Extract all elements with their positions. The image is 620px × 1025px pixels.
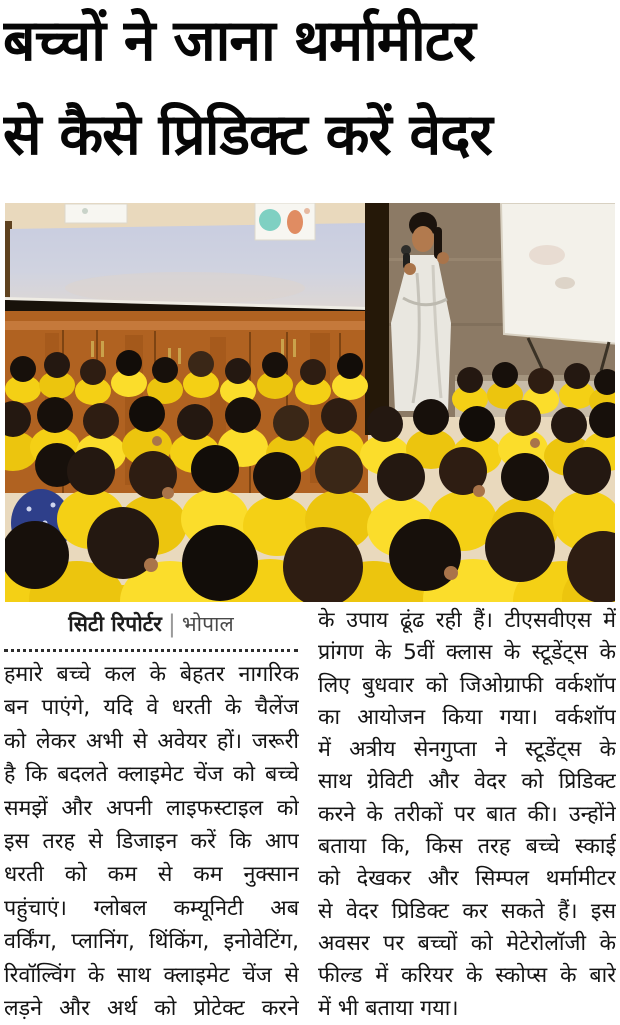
article-column-left	[4, 658, 299, 1025]
wall-dark-strip	[365, 203, 389, 435]
body-line: लिए बुधवार को जिओग्राफी वर्कशॉप	[318, 672, 616, 698]
body-line: प्रांगण के 5वीं क्लास के स्टूडेंट्स के	[318, 640, 616, 666]
speaker-face	[412, 226, 434, 252]
body-line: को देखकर और सिम्पल थर्मामीटर	[318, 866, 616, 892]
body-line: है कि बदलते क्लाइमेट चेंज को बच्चे	[4, 762, 299, 788]
headline-line-2: से कैसे प्रिडिक्ट करें वेदर	[3, 102, 492, 168]
article-column-right	[318, 605, 616, 1025]
body-line: के उपाय ढूंढ रही हैं। टीएसवीएस में	[318, 608, 616, 633]
body-line: को लेकर अभी से अवेयर हों। जरूरी	[4, 728, 299, 754]
byline-separator: |	[167, 610, 176, 638]
body-line: फील्ड में करियर के स्कोप्स के बारे	[318, 963, 616, 989]
body-line: पहुंचाएं। ग्लोबल कम्यूनिटी अब	[4, 895, 299, 921]
body-line: में अत्रीय सेनगुप्ता ने स्टूडेंट्स के	[318, 737, 616, 763]
byline-reporter: सिटी रिपोर्टर	[68, 612, 162, 636]
headline-line-1: बच्चों ने जाना थर्मामीटर	[3, 8, 475, 74]
wall-poster-small	[65, 204, 127, 223]
dotted-divider	[4, 649, 298, 652]
classroom-photo	[5, 203, 615, 602]
body-line: में भी बताया गया।	[318, 995, 459, 1021]
body-line: वर्किंग, प्लानिंग, थिंकिंग, इनोवेटिंग,	[4, 929, 299, 955]
body-line: धरती को कम से कम नुक्सान	[4, 862, 299, 888]
body-line: हमारे बच्चे कल के बेहतर नागरिक	[4, 662, 299, 687]
byline	[4, 609, 298, 639]
body-line: लड़ने और अर्थ को प्रोटेक्ट करने	[4, 995, 299, 1021]
body-line: समझें और अपनी लाइफस्टाइल को	[4, 795, 299, 821]
body-line: का आयोजन किया गया। वर्कशॉप	[318, 704, 616, 730]
body-line: रिवॉल्विंग के साथ क्लाइमेट चेंज से	[4, 962, 299, 988]
byline-city: भोपाल	[181, 612, 234, 636]
body-line: करने के तरीकों पर बात की। उन्होंने	[318, 801, 616, 827]
body-line: से वेदर प्रिडिक्ट कर सकते हैं। इस	[318, 898, 616, 924]
classroom-photo-svg	[5, 203, 615, 602]
body-line: बताया कि, किस तरह बच्चे स्काई	[318, 834, 616, 860]
body-line: अवसर पर बच्चों को मेटेरोलॉजी के	[318, 930, 616, 956]
body-line: बन पाएंगे, यदि वे धरती के चैलेंज	[4, 695, 299, 721]
body-line: इस तरह से डिजाइन करें कि आप	[4, 828, 299, 854]
wall-poster-illustrated	[255, 203, 315, 240]
article-headline	[3, 0, 617, 182]
body-line: साथ ग्रेविटी और वेदर को प्रिडिक्ट	[318, 769, 616, 795]
